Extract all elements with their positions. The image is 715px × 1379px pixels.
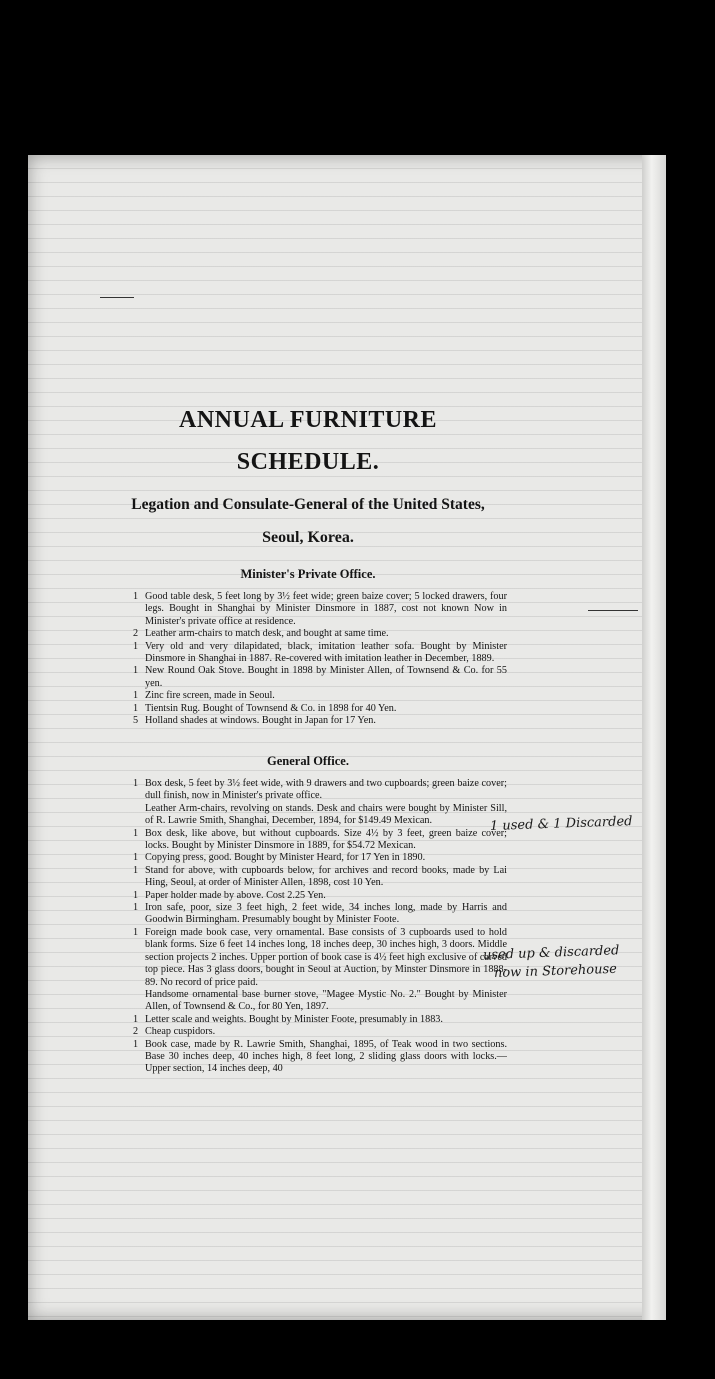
- item-qty: 1: [133, 1013, 139, 1025]
- item-desc: Very old and very dilapidated, black, imitation leather sofa. Bought by Minister Dinsmore in Shanghai in 1887. Re-covered with imitation leather in December, 1889.: [145, 640, 507, 665]
- item-qty: 1: [133, 778, 139, 789]
- item-desc: Box desk, like above, but without cupboards. Size 4½ by 3 feet, green baize cover; locks. Bought by Minister Dinsmore in 1889, for $54.72 Mexican.: [145, 827, 507, 852]
- list-item: [133, 715, 507, 727]
- item-desc: Good table desk, 5 feet long by 3½ feet wide; green baize cover; 5 locked drawers, four legs. Bought in Shanghai by Minister Dinsmore in 1887, cost not known Now in Minister's private office at residence.: [145, 591, 507, 627]
- title-line-2: SCHEDULE.: [236, 449, 380, 475]
- item-qty: 2: [133, 1026, 139, 1038]
- list-item: [133, 1039, 507, 1076]
- list-item: [133, 865, 507, 890]
- item-desc: Leather Arm-chairs, revolving on stands. Desk and chairs were bought by Minister Sill, of R. Lawrie Smith, Shanghai, December, 1894, for $149.49 Mexican.: [145, 802, 507, 827]
- list-item: [133, 828, 507, 853]
- page-edge: [642, 155, 666, 1320]
- list-item: [133, 628, 507, 640]
- item-qty: [133, 989, 145, 1014]
- item-desc: New Round Oak Stove. Bought in 1898 by Minister Allen, of Townsend & Co. for 55 yen.: [145, 665, 507, 689]
- item-qty: 1: [133, 902, 139, 914]
- section-items-general-office: [133, 778, 507, 1076]
- list-item: [133, 591, 507, 628]
- item-qty: 1: [133, 640, 139, 652]
- list-item: [133, 641, 507, 666]
- list-item: [133, 778, 507, 803]
- item-desc: Leather arm-chairs to match desk, and bought at same time.: [145, 628, 389, 640]
- list-item: [133, 665, 507, 690]
- document-page: [28, 155, 666, 1320]
- item-desc: Letter scale and weights. Bought by Minister Foote, presumably in 1883.: [145, 1013, 443, 1025]
- list-item: [133, 927, 507, 989]
- list-item: [133, 852, 507, 864]
- item-qty: 1: [133, 1038, 139, 1050]
- item-desc: Stand for above, with cupboards below, for archives and record books, made by Lai Hing, Seoul, at order of Minister Allen, 1898, cost 10 Yen.: [145, 864, 507, 889]
- item-qty: 1: [133, 690, 139, 702]
- list-item: [133, 803, 507, 828]
- list-item: [133, 902, 507, 927]
- item-qty: 1: [133, 852, 139, 864]
- location: Seoul, Korea.: [262, 529, 354, 546]
- item-qty: 2: [133, 628, 139, 640]
- item-desc: Handsome ornamental base burner stove, "Magee Mystic No. 2." Bought by Minister Allen, of Townsend & Co., for 80 Yen, 1897.: [145, 988, 507, 1013]
- item-desc: Iron safe, poor, size 3 feet high, 2 feet wide, 34 inches long, made by Harris and Goodwin Birmingham. Presumably bought by Minister Foote.: [145, 902, 507, 926]
- item-desc: Box desk, 5 feet by 3½ feet wide, with 9 drawers and two cupboards; green baize cover; dull finish, now in Minister's private office.: [145, 778, 507, 802]
- subtitle: Legation and Consulate-General of the United States,: [131, 496, 485, 513]
- handwritten-note: now in Storehouse: [493, 961, 618, 981]
- item-qty: 1: [133, 665, 139, 677]
- item-desc: Zinc fire screen, made in Seoul.: [145, 690, 275, 702]
- item-desc: Paper holder made by above. Cost 2.25 Yen.: [145, 889, 326, 901]
- section-items-private-office: [133, 591, 507, 727]
- handwritten-note: used up & discarded: [482, 943, 620, 963]
- title-line-1: ANNUAL FURNITURE: [178, 407, 438, 433]
- list-item: [133, 1026, 507, 1038]
- item-desc: Foreign made book case, very ornamental. Base consists of 3 cupboards used to hold blank forms. Size 6 feet 14 inches long, 18 inches deep, 30 inches high, 3 doors. Middle section projects 2 inches. Upper portion of book case is 4½ feet high exclusive of carved top piece. Has 3 glass doors, bought in Seoul at Auction, by Minster Dinsmore in 1888-89. No record of price paid.: [145, 926, 507, 988]
- item-qty: 1: [133, 926, 139, 938]
- item-qty: 1: [133, 702, 139, 714]
- list-item: [133, 1014, 507, 1026]
- item-qty: [133, 803, 145, 828]
- item-qty: 1: [133, 591, 139, 602]
- section-heading-general-office: General Office.: [267, 754, 349, 768]
- item-qty: 1: [133, 864, 139, 876]
- item-desc: Copying press, good. Bought by Minister Heard, for 17 Yen in 1890.: [145, 852, 426, 864]
- item-qty: 1: [133, 889, 139, 901]
- list-item: [133, 703, 507, 715]
- pen-mark: [588, 610, 638, 611]
- item-qty: 5: [133, 715, 139, 727]
- handwritten-note: 1 used & 1 Discarded: [489, 814, 633, 834]
- list-item: [133, 690, 507, 702]
- list-item: [133, 989, 507, 1014]
- pen-mark: [100, 297, 134, 298]
- item-desc: Cheap cuspidors.: [145, 1026, 216, 1038]
- item-desc: Holland shades at windows. Bought in Japan for 17 Yen.: [145, 715, 376, 727]
- section-heading-private-office: Minister's Private Office.: [240, 567, 376, 581]
- item-qty: 1: [133, 827, 139, 839]
- item-desc: Book case, made by R. Lawrie Smith, Shanghai, 1895, of Teak wood in two sections. Base 30 inches deep, 40 inches high, 8 feet long, 2 sliding glass doors with locks.—Upper section, 14 inches deep, 40: [145, 1038, 507, 1075]
- item-desc: Tientsin Rug. Bought of Townsend & Co. in 1898 for 40 Yen.: [145, 702, 397, 714]
- list-item: [133, 890, 507, 902]
